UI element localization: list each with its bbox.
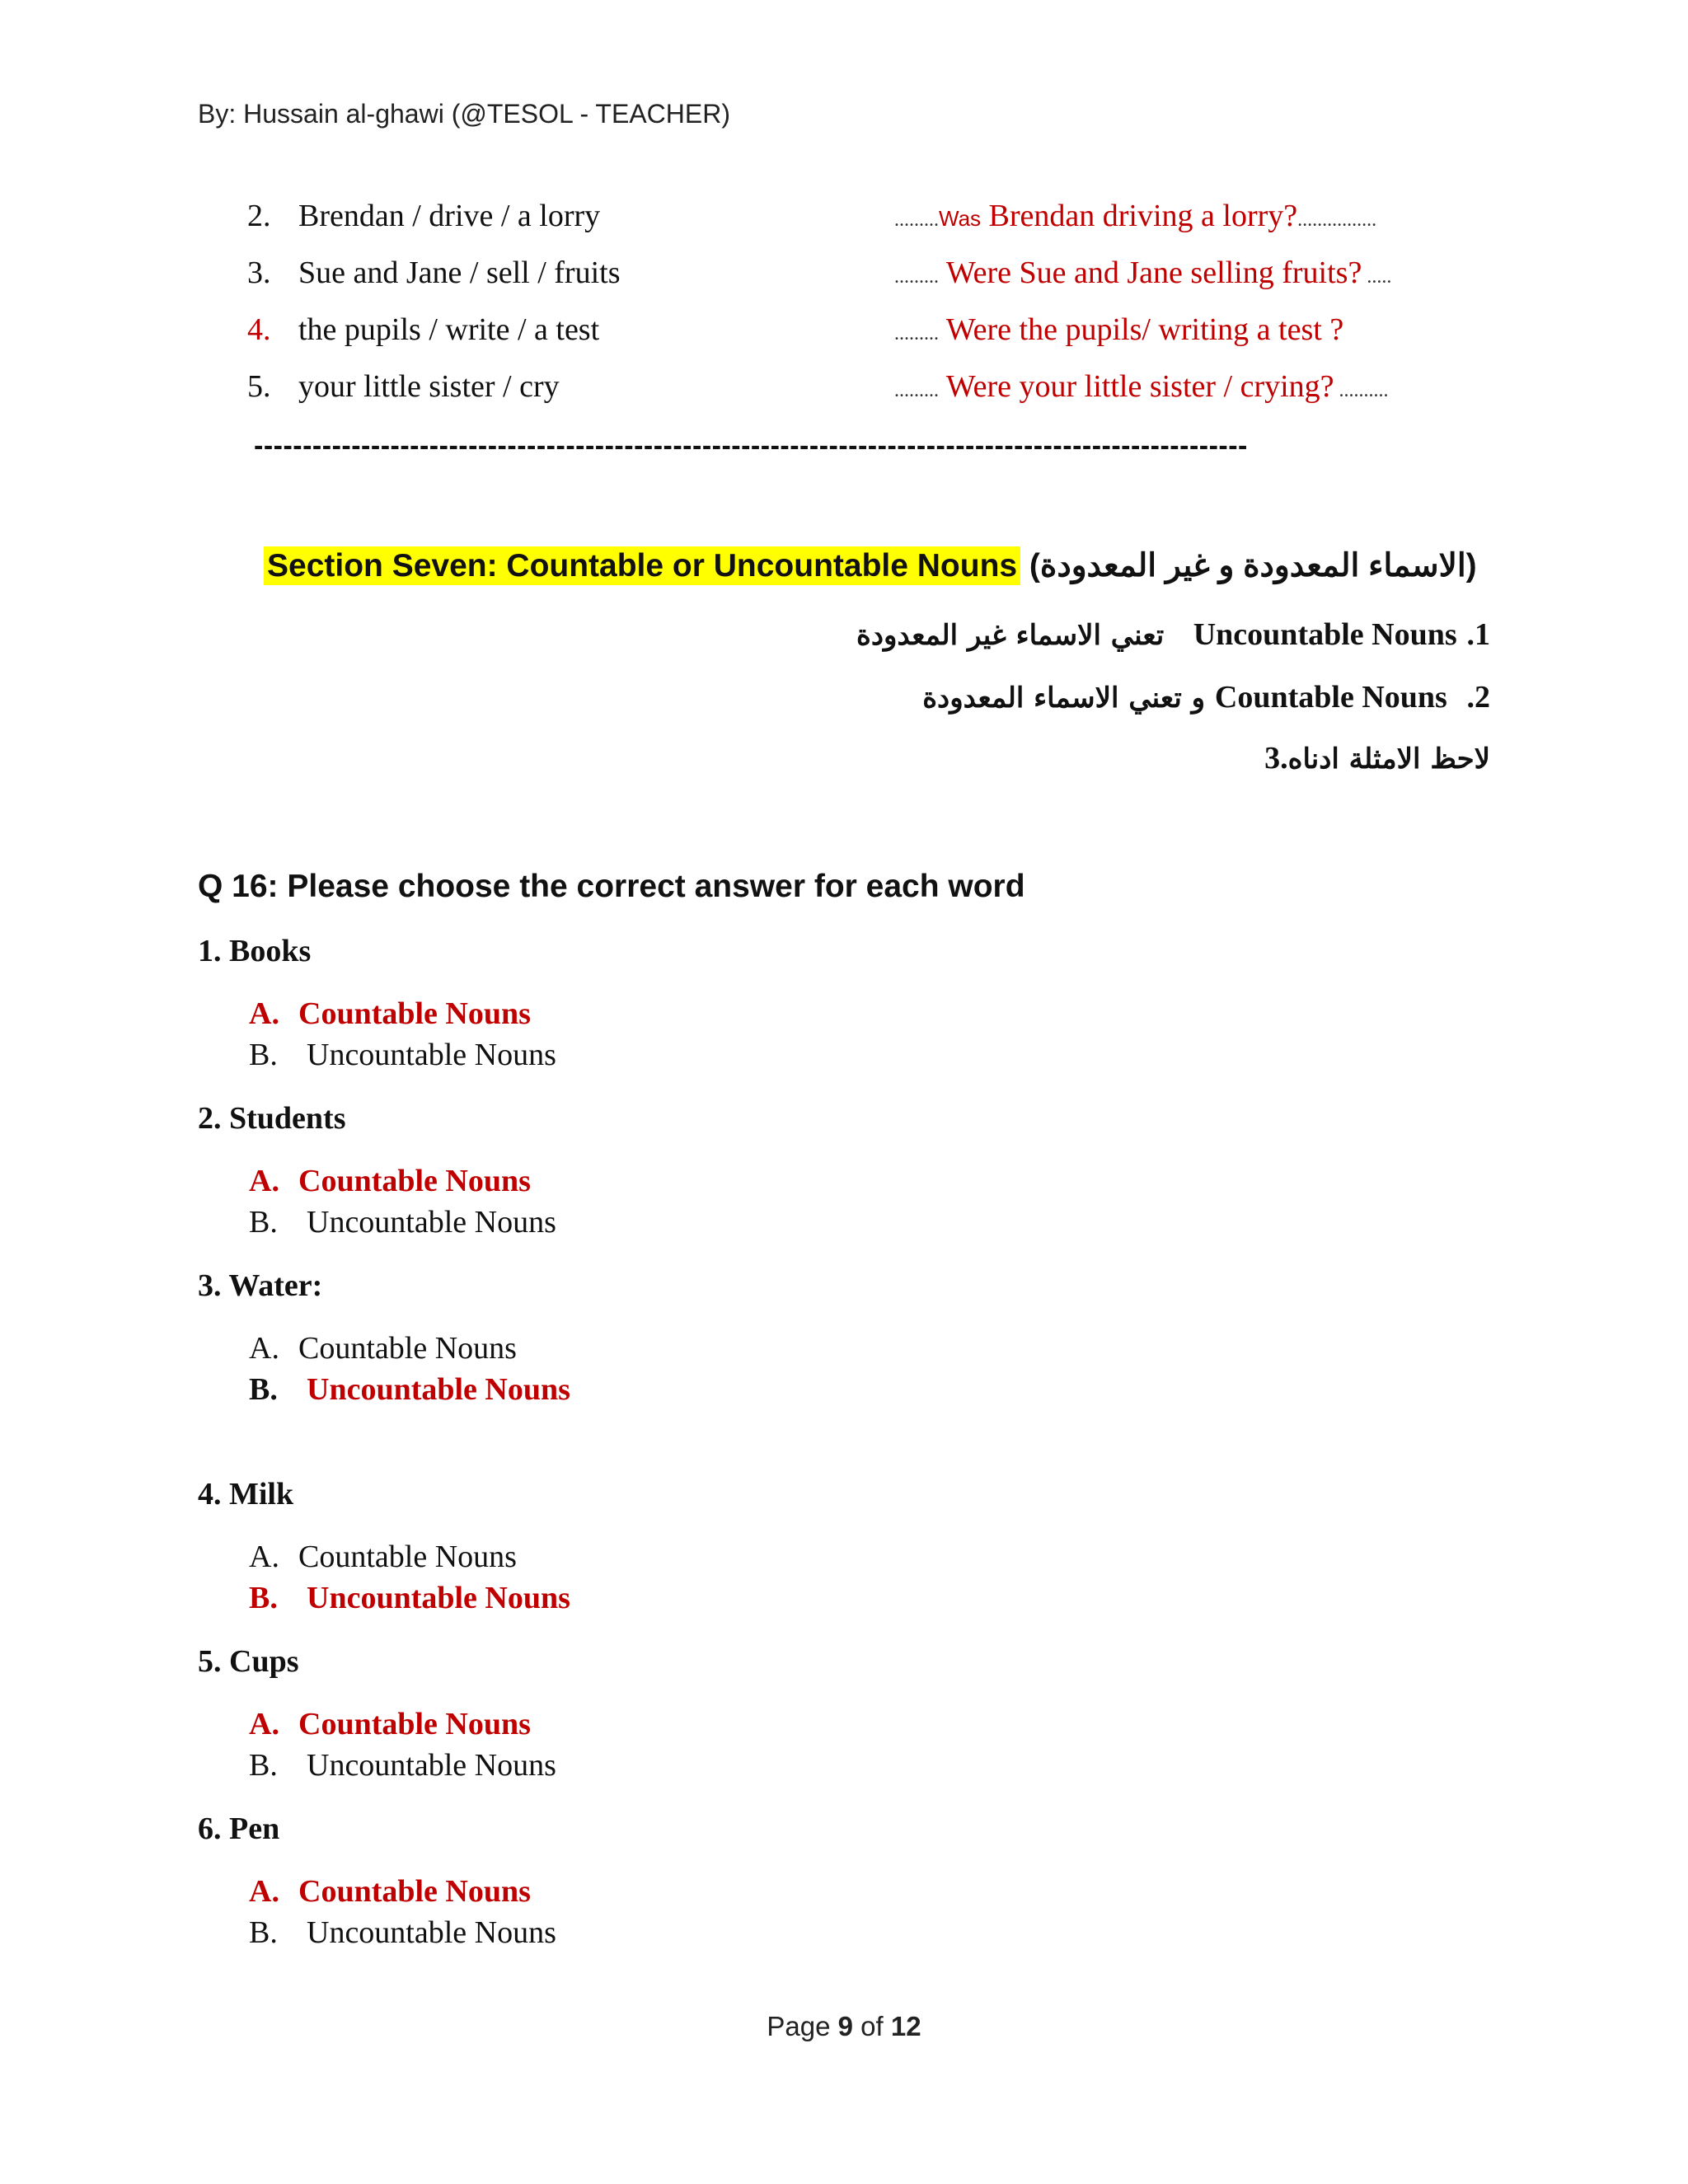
option-letter: B.	[249, 1915, 278, 1950]
option-text: Uncountable Nouns	[307, 1372, 570, 1407]
option-b	[249, 1204, 556, 1240]
answer-dots: ................	[1297, 209, 1377, 231]
question-number: 4.	[247, 312, 271, 347]
question-answer	[894, 198, 1376, 234]
option-text: Countable Nouns	[298, 1707, 531, 1741]
note-number: .3	[1264, 741, 1288, 776]
option-letter: B.	[249, 1038, 278, 1072]
option-text: Countable Nouns	[298, 1331, 517, 1366]
answer-text: Brendan driving a lorry?	[981, 199, 1298, 233]
option-letter: A.	[249, 1707, 279, 1741]
question-number: 2.	[247, 199, 271, 233]
option-letter: B.	[249, 1748, 278, 1783]
item-word: 4. Milk	[198, 1477, 294, 1511]
option-a	[249, 1539, 517, 1575]
option-letter: B.	[249, 1581, 278, 1615]
note-arabic: و تعني الاسماء المعدودة	[922, 682, 1206, 715]
answer-text: Were Sue and Jane selling fruits?	[939, 255, 1362, 290]
q16-title: Q 16: Please choose the correct answer for each word	[198, 869, 1025, 904]
option-text: Countable Nouns	[298, 1540, 517, 1574]
answer-auxiliary: Was	[939, 206, 982, 231]
option-text: Countable Nouns	[298, 1164, 531, 1198]
question-prompt: Brendan / drive / a lorry	[298, 199, 601, 233]
item-word: 6. Pen	[198, 1811, 280, 1846]
option-b-selected	[249, 1371, 570, 1408]
page-header: By: Hussain al-ghawi (@TESOL - TEACHER)	[198, 99, 730, 129]
option-text: Countable Nouns	[298, 996, 531, 1031]
option-letter: A.	[249, 1540, 279, 1574]
note-line-3	[1264, 740, 1490, 776]
section-divider: ------------------------------------------------------------------------------------------------------	[254, 430, 1248, 462]
item-word: 3. Water:	[198, 1268, 323, 1303]
note-line-2	[922, 679, 1490, 715]
question-row	[247, 368, 1484, 418]
note-line-1	[856, 616, 1490, 653]
note-arabic: تعني الاسماء غير المعدودة	[856, 619, 1165, 652]
note-number: .2	[1466, 680, 1490, 715]
section-heading	[264, 547, 1477, 584]
page-footer	[0, 2011, 1688, 2042]
answer-dots: .........	[894, 380, 939, 401]
option-b-selected	[249, 1580, 570, 1616]
answer-dots: .........	[894, 209, 939, 231]
option-letter: B.	[249, 1372, 278, 1407]
option-text: Uncountable Nouns	[307, 1038, 556, 1072]
option-a-selected	[249, 1873, 531, 1910]
question-answer	[894, 312, 1343, 348]
question-number: 3.	[247, 255, 271, 290]
option-text: Countable Nouns	[298, 1874, 531, 1909]
question-answer	[894, 368, 1389, 405]
question-prompt: the pupils / write / a test	[298, 312, 600, 347]
answer-dots: ..........	[1334, 380, 1389, 401]
option-text: Uncountable Nouns	[307, 1748, 556, 1783]
option-text: Uncountable Nouns	[307, 1915, 556, 1950]
note-arabic: لاحظ الامثلة ادناه	[1287, 743, 1490, 776]
option-b	[249, 1747, 556, 1783]
item-word: 5. Cups	[198, 1644, 299, 1679]
answer-dots: .........	[894, 266, 939, 288]
question-prompt: Sue and Jane / sell / fruits	[298, 255, 621, 290]
footer-middle: of	[853, 2011, 891, 2041]
question-prompt: your little sister / cry	[298, 369, 560, 404]
option-text: Uncountable Nouns	[307, 1581, 570, 1615]
note-english: Countable Nouns	[1214, 680, 1447, 715]
question-row	[247, 312, 1484, 361]
question-row	[247, 255, 1484, 304]
footer-prefix: Page	[767, 2011, 838, 2041]
option-b	[249, 1037, 556, 1073]
answer-text: Were your little sister / crying?	[939, 369, 1334, 404]
note-english: Uncountable Nouns	[1193, 617, 1457, 652]
option-letter: A.	[249, 1874, 279, 1909]
option-a-selected	[249, 1706, 531, 1742]
option-b	[249, 1915, 556, 1951]
item-word: 1. Books	[198, 934, 312, 968]
question-row	[247, 198, 1484, 247]
question-number: 5.	[247, 369, 271, 404]
item-word: 2. Students	[198, 1101, 346, 1136]
answer-text: Were the pupils/ writing a test ?	[939, 312, 1344, 347]
page-total: 12	[890, 2011, 921, 2041]
option-a-selected	[249, 1163, 531, 1199]
option-a	[249, 1330, 517, 1366]
note-number: .1	[1466, 617, 1490, 652]
option-letter: A.	[249, 1164, 279, 1198]
option-letter: A.	[249, 1331, 279, 1366]
answer-dots: .........	[894, 323, 939, 344]
answer-dots: .....	[1362, 266, 1392, 288]
question-answer	[894, 255, 1391, 291]
option-letter: B.	[249, 1205, 278, 1240]
section-title-arabic: (الاسماء المعدودة و غير المعدودة)	[1020, 548, 1477, 583]
option-letter: A.	[249, 996, 279, 1031]
option-a-selected	[249, 996, 531, 1032]
section-title-highlight: Section Seven: Countable or Uncountable Nouns	[264, 546, 1020, 585]
option-text: Uncountable Nouns	[307, 1205, 556, 1240]
page-number: 9	[837, 2011, 854, 2041]
